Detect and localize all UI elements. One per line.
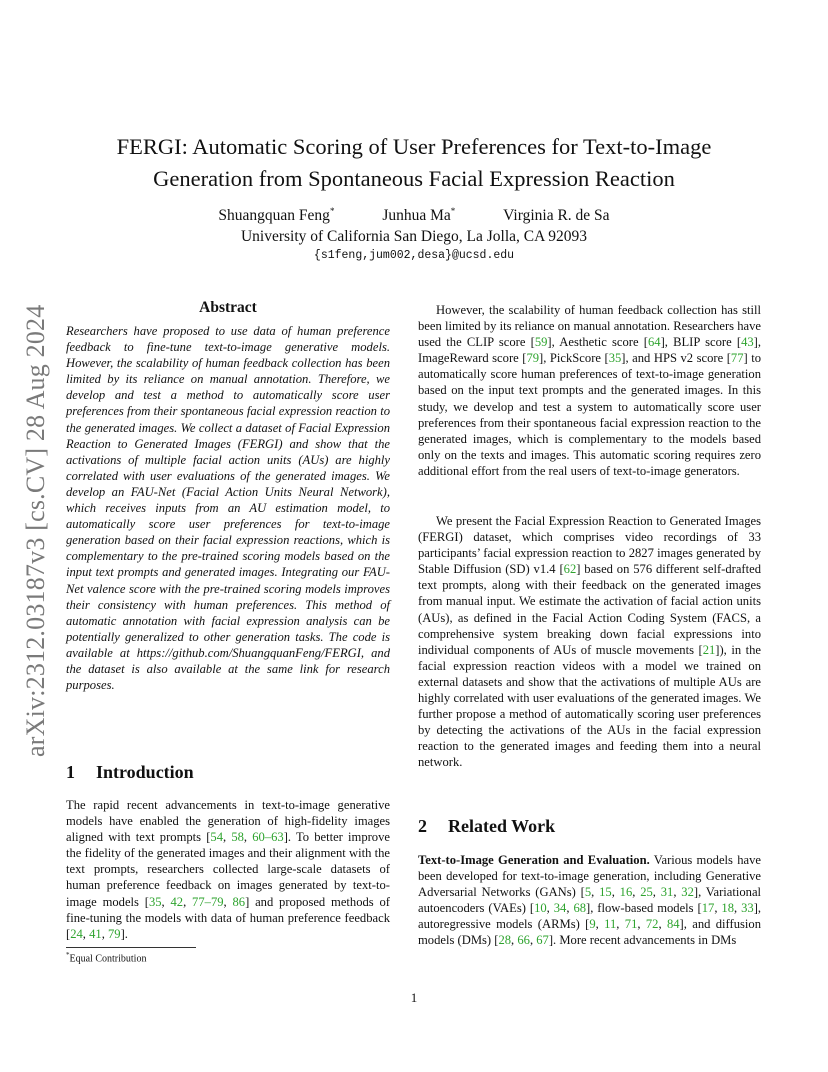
citation-link[interactable]: 72 — [645, 917, 659, 932]
author-3 — [503, 207, 609, 224]
citation-link[interactable]: 42 — [170, 894, 184, 909]
right-column-paragraph-2: We present the Facial Expression Reaction to Generated Images (FERGI) dataset, which comprises video recordings of 33 participants’ facial expression reaction to 2827 images generated by Stable Diffusion (SD) v1.4 [62] based on 576 different self-drafted text prompts, along with their feedback on the generated images from manual input. We estimate the activation of facial action units (AUs), as defined in the Facial Action Coding System (FACS, a comprehensive system breaking down facial expressions into individual components of AUs of muscle movements [21]), in the facial expression reaction videos with a model we trained on external datasets and show that the activations of multiple AUs are highly correlated with user evaluations of the generated images. We further propose a method of automatically scoring user preferences by detecting the activations of the AUs in the facial expression reaction to the generated images and feeding them into a neural network. — [418, 514, 762, 770]
citation-link[interactable]: 77–79 — [192, 894, 224, 909]
citation-link[interactable]: 28 — [498, 933, 512, 948]
section-title: Related Work — [448, 816, 556, 836]
author-mark: * — [450, 205, 456, 216]
citation-link[interactable]: 15 — [599, 885, 612, 900]
citation-link[interactable]: 17 — [701, 901, 715, 916]
author-2 — [382, 207, 455, 224]
arxiv-stamp: arXiv:2312.03187v3 [cs.CV] 28 Aug 2024 — [21, 304, 50, 757]
affiliation: University of California San Diego, La Jolla, CA 92093 — [240, 228, 588, 245]
citation-link[interactable]: 66 — [517, 933, 530, 948]
citation-link[interactable]: 24 — [70, 926, 83, 941]
citation-link[interactable]: 86 — [232, 894, 246, 909]
footnote-text: Equal Contribution — [69, 953, 147, 965]
citation-link[interactable]: 25 — [640, 885, 653, 900]
author-name: Junhua Ma — [382, 207, 451, 224]
citation-link[interactable]: 71 — [624, 917, 638, 932]
related-work-paragraph: Text-to-Image Generation and Evaluation. Various models have been developed for text-to-image generation, including Generative Adversarial Networks (GANs) [5, 15, 16, 25, 31, 32], Variational autoencoders (VAEs) [10, 34, 68], flow-based models [17, 18, 33], autoregressive models (ARMs) [9, 11, 71, 72, 84], and diffusion models (DMs) [28, 66, 67]. More recent advancements in DMs — [418, 853, 762, 948]
citation-link[interactable]: 79 — [107, 926, 121, 941]
citation-link[interactable]: 5 — [584, 885, 592, 900]
citation-link[interactable]: 77 — [730, 351, 744, 366]
citation-link[interactable]: 41 — [89, 926, 102, 941]
citation-link[interactable]: 68 — [573, 901, 587, 916]
citation-link[interactable]: 67 — [536, 933, 549, 948]
footnote — [66, 951, 146, 964]
citation-link[interactable]: 64 — [647, 335, 661, 350]
author-name: Virginia R. de Sa — [503, 207, 610, 224]
email-addresses: {s1feng,jum002,desa}@ucsd.edu — [313, 249, 515, 262]
author-1 — [218, 207, 334, 224]
citation-link[interactable]: 33 — [741, 901, 754, 916]
abstract-heading: Abstract — [199, 299, 257, 316]
citation-link[interactable]: 60–63 — [252, 830, 284, 845]
section-title: Introduction — [96, 762, 194, 782]
citation-link[interactable]: 9 — [589, 917, 596, 932]
citation-link[interactable]: 62 — [563, 562, 577, 577]
citation-link[interactable]: 35 — [608, 351, 622, 366]
author-name: Shuangquan Feng — [218, 207, 330, 224]
citation-link[interactable]: 10 — [534, 901, 547, 916]
section-number: 2 — [418, 816, 427, 836]
citation-link[interactable]: 31 — [660, 885, 674, 900]
citation-link[interactable]: 54 — [210, 830, 224, 845]
author-list — [60, 206, 768, 226]
citation-link[interactable]: 16 — [619, 885, 633, 900]
intro-paragraph: The rapid recent advancements in text-to-image generative models have enabled the generation of high-fidelity images aligned with text prompts [54, 58, 60–63]. To better improve the fidelity of the generated images and their alignment with the text prompts, researchers collected large-scale datasets of human preference feedback on images generated by text-to-image models [35, 42, 77–79, 86] and proposed methods of fine-tuning the models with data of human preference feedback [24, 41, 79]. — [66, 798, 390, 941]
citation-link[interactable]: 79 — [526, 351, 540, 366]
citation-link[interactable]: 43 — [741, 335, 754, 350]
citation-link[interactable]: 84 — [666, 917, 680, 932]
abstract-body: Researchers have proposed to use data of human preference feedback to fine-tune text-to-image generative models. However, the scalability of human feedback collection has been limited by its reliance on manual annotation. Therefore, we develop and test a method to automatically score user preferences from their spontaneous facial expression reaction to the generated images. We collect a dataset of Facial Expression Reaction to Generated Images (FERGI) and show that the activations of multiple facial action units (AUs) are highly correlated with user evaluations of the generated images. We develop an FAU-Net (Facial Action Units Neural Network), which receives inputs from an AU estimation model, to automatically score user preferences for text-to-image generation based on their facial expression reactions, which is complementary to the pre-trained scoring models based on the input text prompts and generated images. Integrating our FAU-Net valence score with the pre-trained scoring models improves their consistency with human preferences. This method of automatic annotation with facial expression analysis can be potentially generalized to other generation tasks. The code is available at https://github.com/ShuangquanFeng/FERGI, and the dataset is also available at the same link for research purposes. — [66, 324, 390, 693]
citation-link[interactable]: 18 — [721, 901, 734, 916]
section-2-heading — [418, 816, 555, 837]
right-column-paragraph-1: However, the scalability of human feedback collection has still been limited by its reliance on manual annotation. Researchers have used the CLIP score [59], Aesthetic score [64], BLIP score [43], ImageReward score [79], PickScore [35], and HPS v2 score [77] to automatically score human preferences of text-to-image generation based on the input text prompts and the generated images. In this study, we develop and test a system to automatically score user preferences from their spontaneous facial expression reaction to the generated images, which is complementary to the models based only on the texts and images. This automatic scoring requires zero additional effort from the real users of text-to-image generators. — [418, 303, 762, 478]
footnote-rule — [66, 947, 196, 948]
paper-title — [60, 131, 768, 195]
title-line-1: FERGI: Automatic Scoring of User Preferences for Text-to-Image — [116, 134, 712, 159]
citation-link[interactable]: 58 — [231, 830, 244, 845]
title-line-2: Generation from Spontaneous Facial Expression Reaction — [153, 166, 675, 191]
section-number: 1 — [66, 762, 75, 782]
citation-link[interactable]: 59 — [534, 335, 548, 350]
citation-link[interactable]: 34 — [553, 901, 567, 916]
footnote-mark: * — [66, 951, 70, 959]
paragraph-heading: Text-to-Image Generation and Evaluation. — [418, 853, 650, 867]
citation-link[interactable]: 32 — [681, 885, 694, 900]
citation-link[interactable]: 11 — [604, 917, 617, 932]
citation-link[interactable]: 35 — [148, 894, 162, 909]
citation-link[interactable]: 21 — [702, 642, 716, 657]
author-mark: * — [329, 205, 335, 216]
section-1-heading — [66, 762, 194, 783]
page-number: 1 — [410, 990, 418, 1005]
